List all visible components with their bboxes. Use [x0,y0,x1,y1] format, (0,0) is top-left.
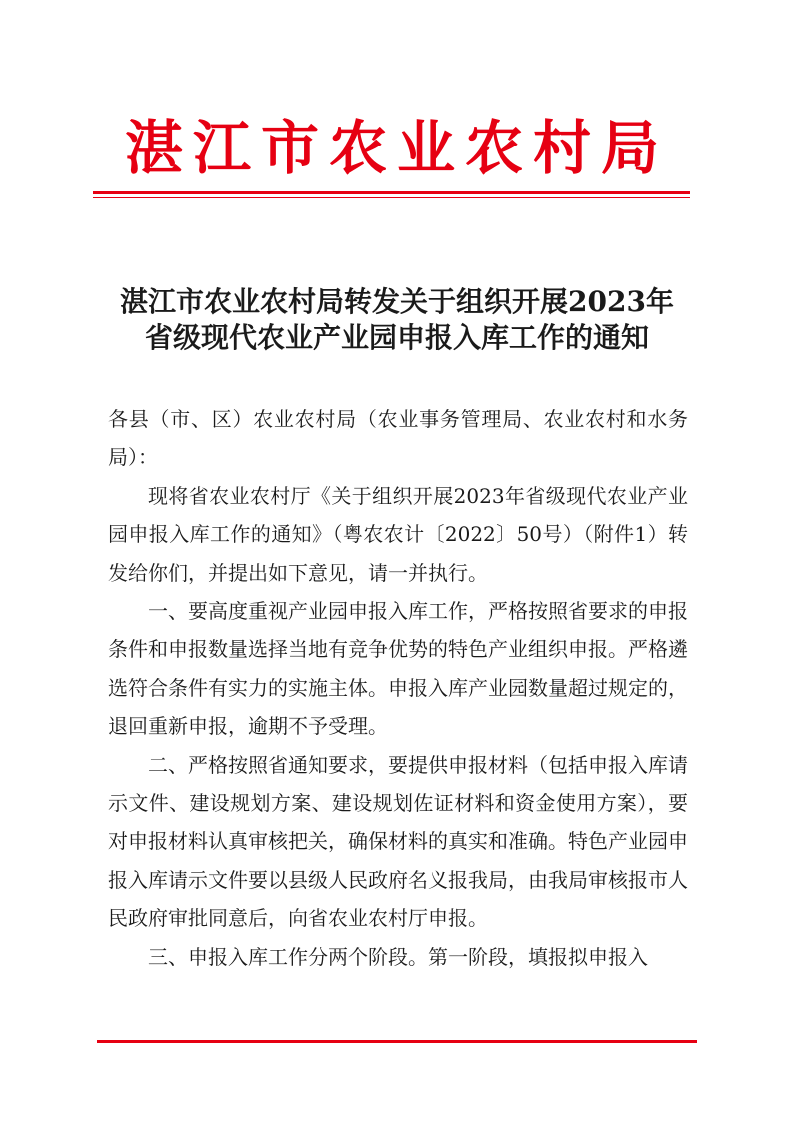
document-title-line-2: 省级现代农业产业园申报入库工作的通知 [144,321,649,354]
paragraph-item-1: 一、要高度重视产业园申报入库工作，严格按照省要求的申报条件和申报数量选择当地有竞争优势的特色产业组织申报。严格遴选符合条件有实力的实施主体。申报入库产业园数量超过规定的，退回重新申报，逾期不予受理。 [108,599,688,739]
paragraph-intro: 现将省农业农村厅《关于组织开展2023年省级现代农业产业园申报入库工作的通知》（粤农农计〔2022〕50号）（附件1）转发给你们，并提出如下意见，请一并执行。 [108,483,688,585]
header-red-rule-thick [93,191,690,194]
document-title-line-1: 湛江市农业农村局转发关于组织开展2023年 [120,285,674,318]
document-body [108,400,688,976]
footer-red-rule [97,1040,697,1043]
agency-header-title: 湛江市农业农村局 [124,114,669,182]
paragraph-item-2: 二、严格按照省通知要求，要提供申报材料（包括申报入库请示文件、建设规划方案、建设规划佐证材料和资金使用方案），要对申报材料认真审核把关，确保材料的真实和准确。特色产业园申报入库请示文件要以县级人民政府名义报我局，由我局审核报市人民政府审批同意后，向省农业农村厅申报。 [108,752,688,931]
salutation: 各县（市、区）农业农村局（农业事务管理局、农业农村和水务局）： [108,407,688,470]
paragraph-item-3: 三、申报入库工作分两个阶段。第一阶段，填报拟申报入 [148,944,648,969]
header-red-rule-thin [93,197,690,198]
